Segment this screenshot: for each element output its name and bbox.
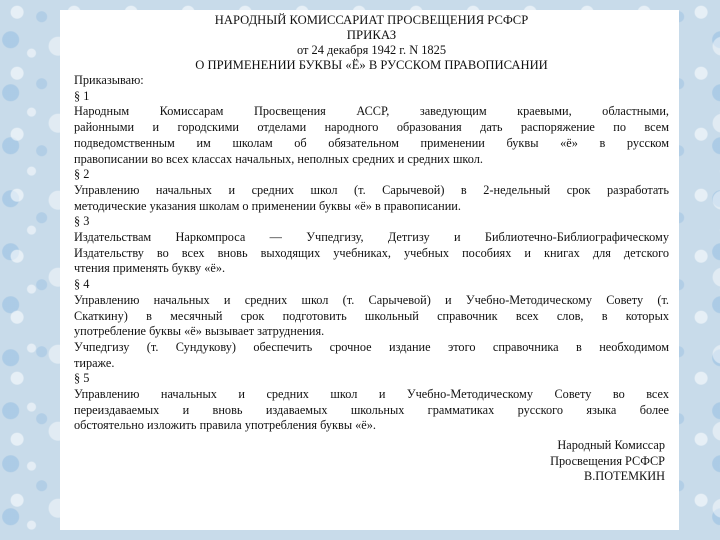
document-subject: О ПРИМЕНЕНИИ БУКВЫ «Ё» В РУССКОМ ПРАВОПИСАНИИ: [195, 58, 548, 72]
section-text-line: Управлению начальных и средних школ и Учебно-Методическому Совету во всех: [74, 387, 669, 402]
section-mark: § 2: [74, 167, 90, 182]
section-mark: § 1: [74, 88, 90, 103]
section-mark: § 3: [74, 214, 90, 229]
section-text-line: чтения применять букву «ё».: [74, 261, 226, 276]
slide-background-left: [0, 0, 60, 540]
document-page: [60, 10, 679, 530]
section-text-line: методические указания школам о применении буквы «ё» в правописании.: [74, 198, 461, 213]
section-text-line: Учпедгизу (т. Сундукову) обеспечить срочное издание этого справочника в необходимом: [74, 339, 669, 354]
signature-block: [74, 438, 669, 484]
signature-title-line: Просвещения РСФСР: [550, 453, 665, 468]
section-text-line: районными и городскими отделами народного образования дать распоряжение по всем: [74, 120, 669, 135]
section-mark: § 5: [74, 371, 90, 386]
signature-title-line: Народный Комиссар: [557, 438, 665, 453]
section-text-line: Скаткину) в месячный срок подготовить школьный справочник всех слов, в которых: [74, 308, 669, 323]
signature-name: В.ПОТЕМКИН: [584, 468, 665, 483]
section-mark: § 4: [74, 277, 90, 292]
section-text-line: Управлению начальных и средних школ (т. Сарычевой) и Учебно-Методическому Совету (т.: [74, 292, 669, 307]
section-text-line: Издательству во всех вновь выходящих учебниках, учебных пособиях и книгах для детского: [74, 245, 669, 260]
section-text-line: обстоятельно изложить правила употребления буквы «ё».: [74, 418, 376, 433]
section-text-line: Народным Комиссарам Просвещения АССР, заведующим краевыми, областными,: [74, 104, 669, 119]
section-text-line: правописании во всех классах начальных, неполных средних и средних школ.: [74, 151, 483, 166]
section-text-line: подведомственным им школам об обязательном применении буквы «ё» в русском: [74, 135, 669, 150]
section-text-line: переиздаваемых и вновь издаваемых школьных грамматиках русского языка более: [74, 402, 669, 417]
slide-background-right: [679, 0, 720, 540]
document-type: ПРИКАЗ: [346, 28, 397, 42]
section-text-line: употребление буквы «ё» вызывает затруднения.: [74, 324, 325, 339]
document-date: от 24 декабря 1942 г. N 1825: [296, 43, 447, 57]
section-text-line: Издательствам Наркомпроса — Учпедгизу, Детгизу и Библиотечно-Библиографическому: [74, 230, 669, 245]
document-organization: НАРОДНЫЙ КОМИССАРИАТ ПРОСВЕЩЕНИЯ РСФСР: [214, 13, 529, 27]
section-text-line: тираже.: [74, 355, 115, 370]
section-text-line: Управлению начальных и средних школ (т. Сарычевой) в 2-недельный срок разработать: [74, 182, 669, 197]
document-intro: Приказываю:: [74, 73, 144, 87]
